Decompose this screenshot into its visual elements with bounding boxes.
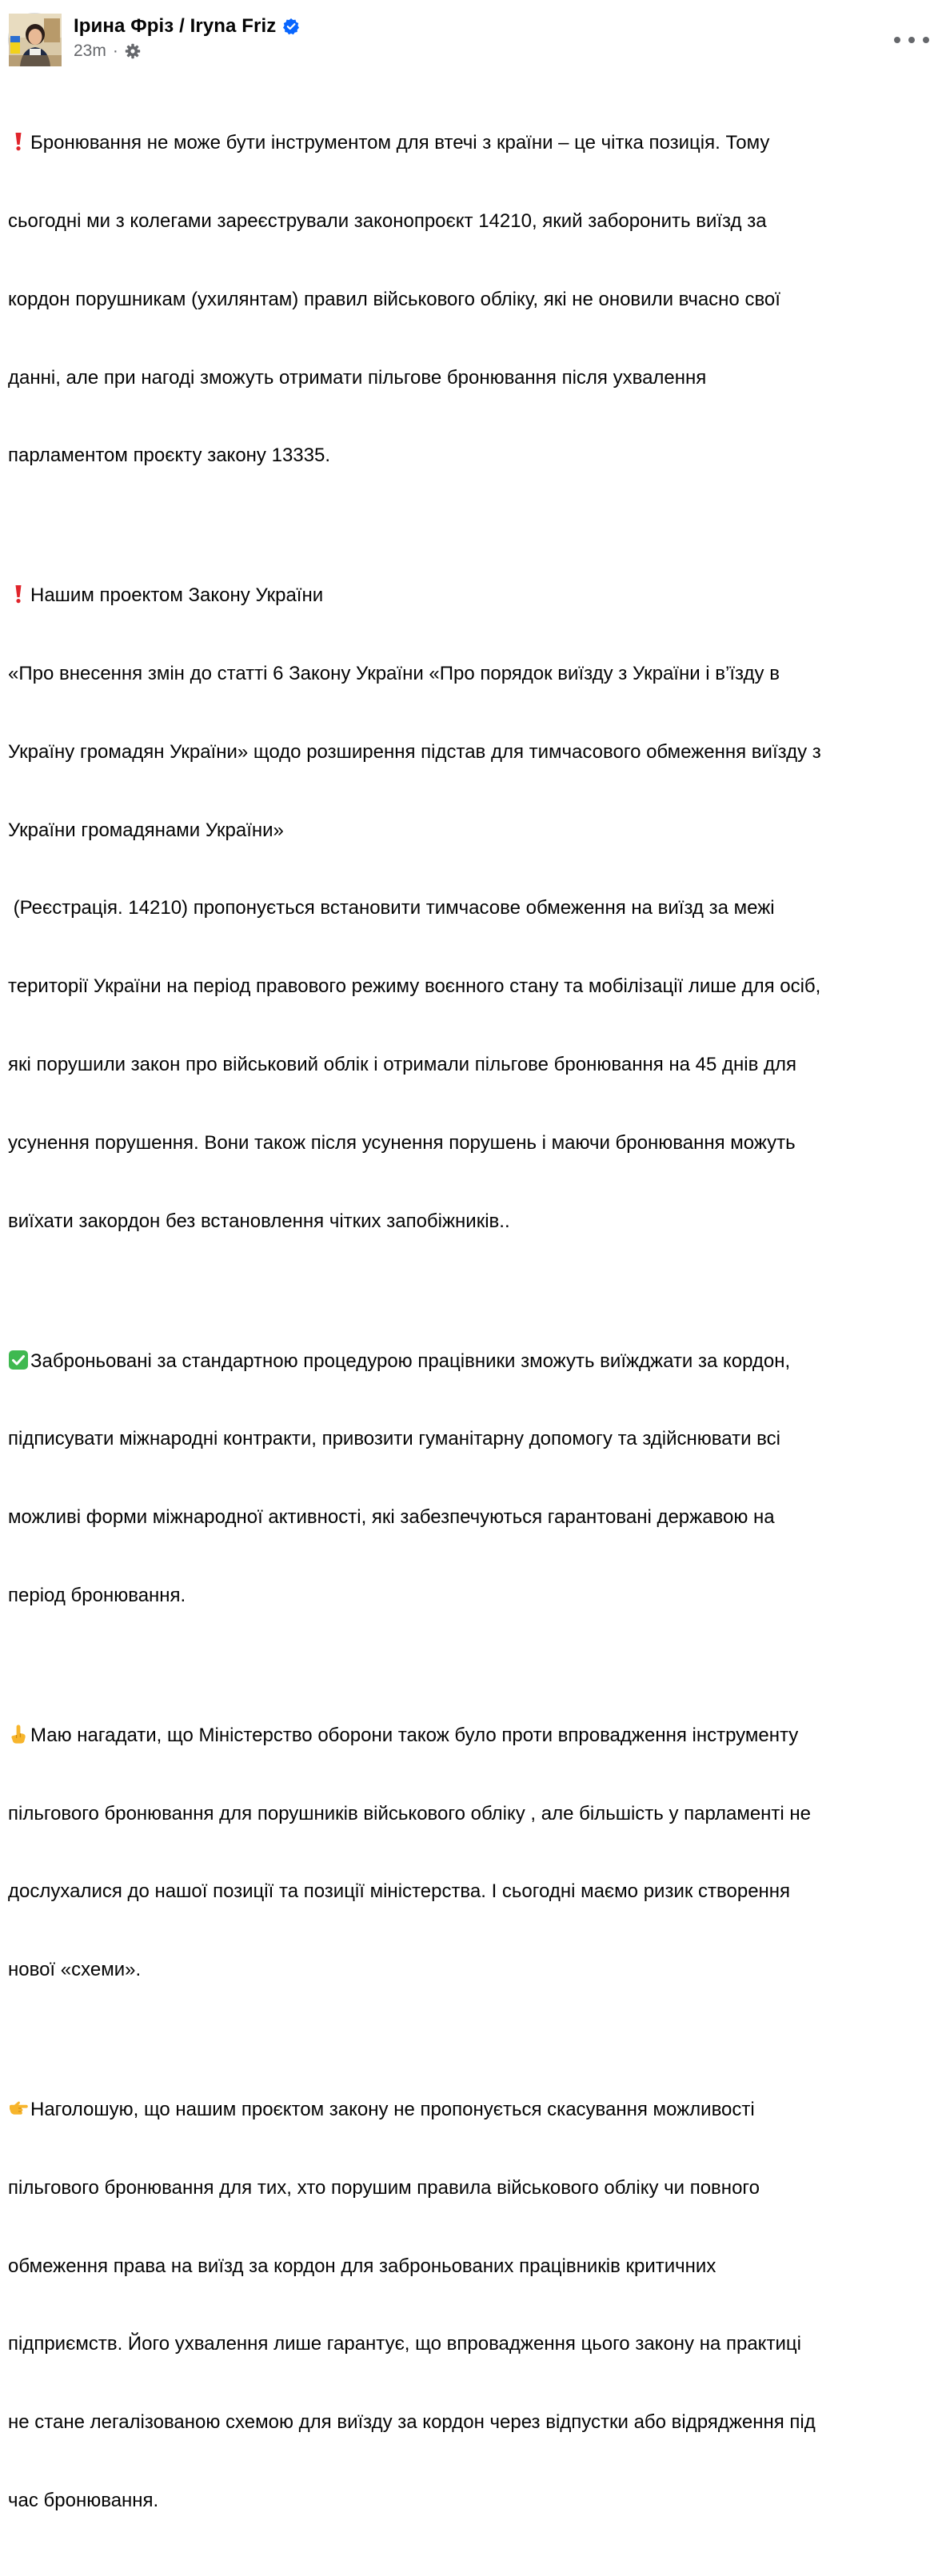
author-name[interactable]: Ірина Фріз / Iryna Friz xyxy=(74,15,277,37)
exclamation-icon xyxy=(8,584,29,604)
post-paragraph xyxy=(8,2045,929,2566)
text-line: України громадянами України» xyxy=(8,819,284,841)
text-line: Заброньовані за стандартною процедурою працівники зможуть виїжджати за кордон, xyxy=(8,1349,929,1375)
more-options-button[interactable] xyxy=(894,30,929,50)
text-line: «Про внесення змін до статті 6 Закону України «Про порядок виїзду з України і в’їзду в xyxy=(8,663,780,685)
name-row xyxy=(74,13,300,40)
verified-badge-icon xyxy=(282,18,300,35)
text-line: час бронювання. xyxy=(8,2490,159,2512)
text-line: Нашим проектом Закону України xyxy=(8,583,929,609)
text-line: не стане легалізованою схемою для виїзду за кордон через відпустки або відрядження під xyxy=(8,2411,816,2434)
text-line: період бронювання. xyxy=(8,1584,186,1606)
text-line: усунення порушення. Вони також після усунення порушень і маючи бронювання можуть xyxy=(8,1131,796,1154)
exclamation-icon xyxy=(8,131,29,152)
post-timestamp[interactable]: 23m xyxy=(74,42,106,60)
more-dot-icon xyxy=(908,37,915,43)
text-line: виїхати закордон без встановлення чітких запобіжників.. xyxy=(8,1210,510,1232)
text-line: які порушили закон про військовий облік і отримали пільгове бронювання на 45 днів для xyxy=(8,1053,797,1075)
text-line: території України на період правового режиму воєнного стану та мобілізації лише для осіб, xyxy=(8,975,821,998)
post-paragraph xyxy=(8,1296,929,1661)
avatar[interactable] xyxy=(8,13,61,66)
check-mark-icon xyxy=(8,1350,29,1370)
pointing-right-icon xyxy=(8,2098,29,2119)
text-line: (Реєстрація. 14210) пропонується встановити тимчасове обмеження на виїзд за межі xyxy=(8,897,775,919)
post-paragraph xyxy=(8,531,929,1286)
post-paragraph xyxy=(8,1671,929,2036)
text-line: Україну громадян України» щодо розширення підстав для тимчасового обмеження виїзду з xyxy=(8,740,821,763)
text-line: Маю нагадати, що Міністерство оборони також було проти впровадження інструменту xyxy=(8,1723,929,1749)
text-line: підписувати міжнародні контракти, привозити гуманітарну допомогу та здійснювати всі xyxy=(8,1428,780,1450)
text-line: данні, але при нагоді зможуть отримати пільгове бронювання після ухвалення xyxy=(8,366,707,389)
header-text xyxy=(74,13,300,61)
meta-separator: · xyxy=(112,42,118,60)
avatar-photo xyxy=(9,14,62,66)
text-line: пільгового бронювання для тих, хто порушим правила військового обліку чи повного xyxy=(8,2176,760,2199)
more-dot-icon xyxy=(923,37,929,43)
text-line: кордон порушникам (ухилянтам) правил військового обліку, які не оновили вчасно свої xyxy=(8,288,780,310)
text-line: можливі форми міжнародної активності, які забезпечуються гарантовані державою на xyxy=(8,1506,775,1529)
text-line: дослухалися до нашої позиції та позиції міністерства. І сьогодні маємо ризик створення xyxy=(8,1880,791,1903)
post-paragraph xyxy=(8,78,929,521)
post-header xyxy=(8,13,300,66)
text-line: Бронювання не може бути інструментом для втечі з країни – це чітка позиція. Тому xyxy=(8,130,929,157)
post-body xyxy=(8,78,929,2576)
text-line: парламентом проєкту закону 13335. xyxy=(8,445,330,467)
text-line: нової «схеми». xyxy=(8,1959,142,1981)
post-meta xyxy=(74,42,300,61)
text-line: обмеження права на виїзд за кордон для заброньованих працівників критичних xyxy=(8,2255,716,2277)
text-line: сьогодні ми з колегами зареєстрували законопроєкт 14210, який заборонить виїзд за xyxy=(8,209,767,232)
gear-icon[interactable] xyxy=(125,43,141,59)
index-up-icon xyxy=(8,1724,29,1745)
text-line: підприємств. Його ухвалення лише гарантує, що впровадження цього закону на практиці xyxy=(8,2333,801,2355)
text-line: Наголошую, що нашим проєктом закону не пропонується скасування можливості xyxy=(8,2097,929,2123)
more-dot-icon xyxy=(894,37,900,43)
text-line: пільгового бронювання для порушників військового обліку , але більшість у парламенті не xyxy=(8,1802,812,1824)
